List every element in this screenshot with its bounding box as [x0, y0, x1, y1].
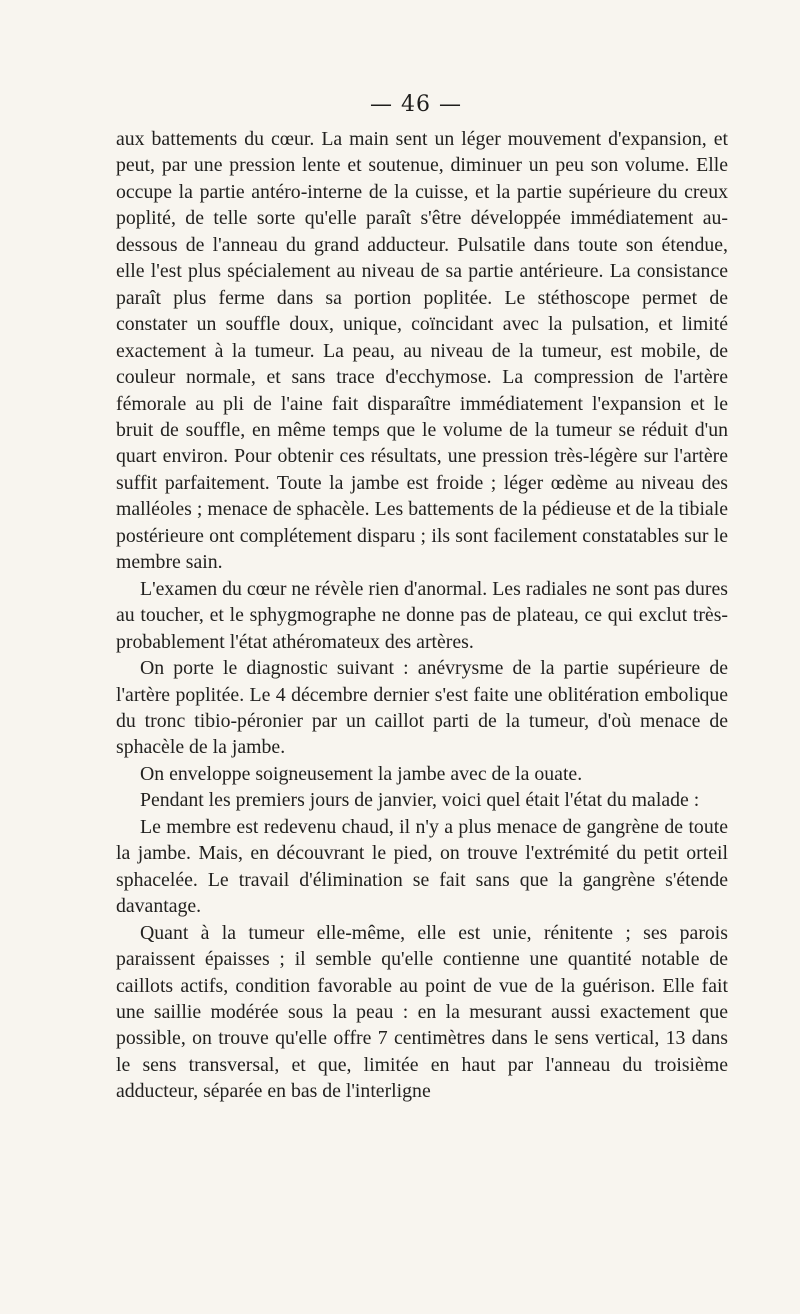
paragraph-january-state: Pendant les premiers jours de janvier, voici quel était l'état du malade :: [140, 789, 700, 812]
paragraph-heart-exam: L'examen du cœur ne révèle rien d'anormal. Les radiales ne sont pas dures au toucher, et le sphygmographe ne donne pas de plateau, ce qui exclut très-probablement l'état athéromateux des artères.: [116, 577, 728, 653]
paragraph-tumor-description: Quant à la tumeur elle-même, elle est unie, rénitente ; ses parois paraissent épaisses ; il semble qu'elle contienne une quantité notable de caillots actifs, condition favorable au point de vue de la guérison. Elle fait une saillie modérée sous la peau : en la mesurant aussi exactement que possible, on trouve qu'elle offre 7 centimètres dans le sens vertical, 13 dans le sens transversal, et que, limitée en haut par l'anneau du troisième adducteur, séparée en bas de l'interligne: [116, 921, 728, 1103]
paragraph-treatment: On enveloppe soigneusement la jambe avec de la ouate.: [140, 762, 583, 785]
paragraph-diagnosis: On porte le diagnostic suivant : anévrysme de la partie supérieure de l'artère poplitée. Le 4 décembre dernier s'est faite une oblitération embolique du tronc tibio-péronier par un caillot parti de la tumeur, d'où menace de sphacèle de la jambe.: [116, 657, 728, 759]
paragraph-continued: aux battements du cœur. La main sent un léger mouvement d'expansion, et peut, par une pression lente et soutenue, diminuer un peu son volume. Elle occupe la partie antéro-interne de la cuisse, et la partie supérieure du creux poplité, de telle sorte qu'elle paraît s'être développée immédiatement au-dessous de l'anneau du grand adducteur. Pulsatile dans toute son étendue, elle l'est plus spécialement au niveau de sa partie antérieure. La consistance paraît plus ferme dans sa portion poplitée. Le stéthoscope permet de constater un souffle doux, unique, coïncidant avec la pulsation, et limité exactement à la tumeur. La peau, au niveau de la tumeur, est mobile, de couleur normale, et sans trace d'ecchymose. La compression de l'artère fémorale au pli de l'aine fait disparaître immédiatement l'expansion et le bruit de souffle, en même temps que le volume de la tumeur se réduit d'un quart environ. Pour obtenir ces résultats, une pression très-légère sur l'artère suffit parfaitement. Toute la jambe est froide ; léger œdème au niveau des malléoles ; menace de sphacèle. Les battements de la pédieuse et de la tibiale postérieure ont complétement disparu ; ils sont facilement constatables sur le membre sain.: [116, 128, 728, 574]
page-number: — 46 —: [370, 92, 462, 117]
body-text: [116, 126, 728, 1105]
paragraph-limb-state: Le membre est redevenu chaud, il n'y a plus menace de gangrène de toute la jambe. Mais, en découvrant le pied, on trouve l'extrémité du petit orteil sphacelée. Le travail d'élimination se fait sans que la gangrène s'étende davantage.: [116, 815, 728, 918]
